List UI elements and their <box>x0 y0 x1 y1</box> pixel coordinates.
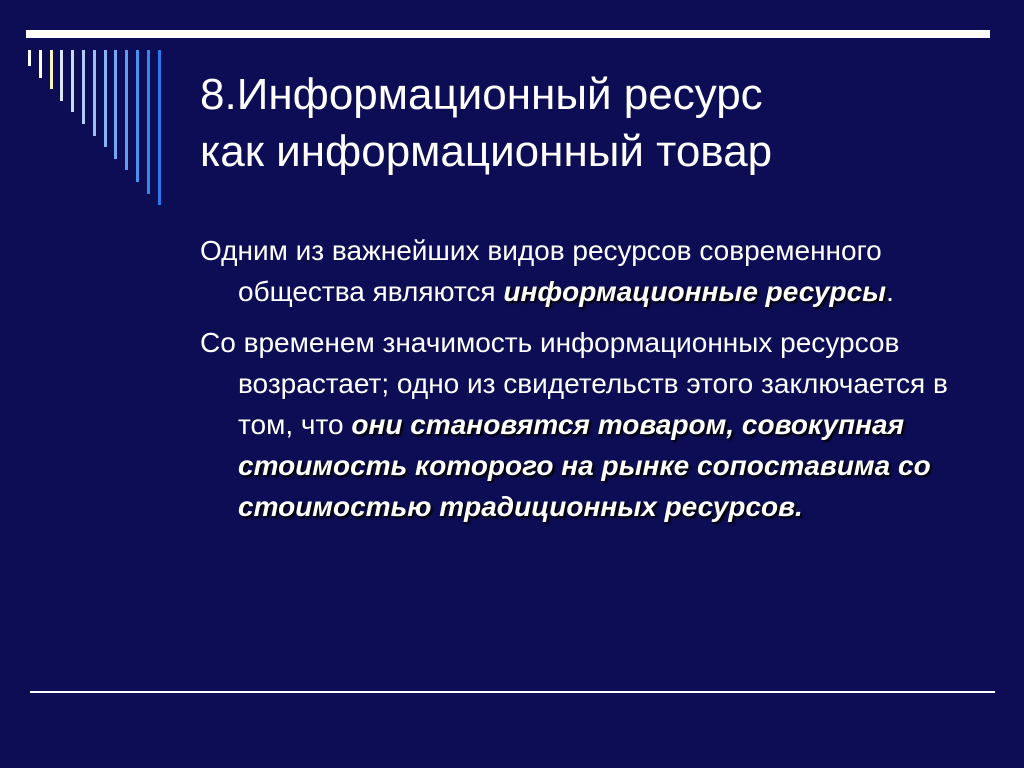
paragraph-2 <box>200 322 980 527</box>
stripe <box>125 50 128 170</box>
stripe <box>136 50 139 182</box>
stripe <box>93 50 96 136</box>
paragraph-1-tail: . <box>886 276 894 307</box>
stripe <box>147 50 150 194</box>
stripe <box>50 50 53 89</box>
stripe <box>82 50 85 124</box>
slide-body <box>200 230 980 537</box>
stripe <box>158 50 161 205</box>
paragraph-1-emphasis: информационные ресурсы <box>503 276 887 307</box>
paragraph-1 <box>200 230 980 312</box>
bottom-rule <box>30 691 995 693</box>
paragraph-2-text: Со временем значимость информационных ресурсов возрастает; одно из свидетельств этого заключается в том, что <box>200 327 948 440</box>
paragraph-1-text: Одним из важнейших видов ресурсов современного общества являются <box>200 235 882 307</box>
paragraph-2-emphasis: они становятся товаром, совокупная стоимость которого на рынке сопоставима со стоимостью традиционных ресурсов. <box>238 409 931 522</box>
slide-title <box>200 66 1000 180</box>
stripe <box>104 50 107 147</box>
stripe <box>60 50 63 101</box>
title-line-2: как информационный товар <box>200 127 773 176</box>
stripe <box>39 50 42 78</box>
stripe <box>71 50 74 112</box>
stripe <box>28 50 31 66</box>
title-line-1: 8.Информационный ресурс <box>200 70 763 119</box>
stripe <box>114 50 117 159</box>
top-rule <box>26 30 990 38</box>
